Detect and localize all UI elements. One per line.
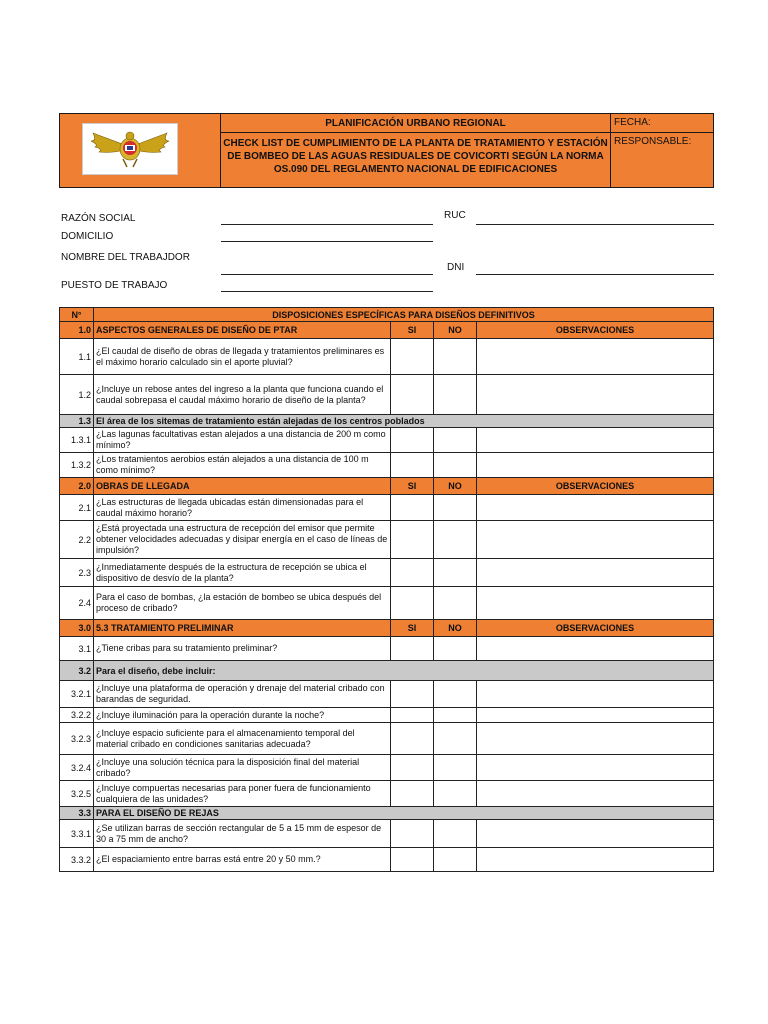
section-number: 1.0 [60, 322, 94, 339]
observaciones-cell[interactable] [477, 723, 714, 755]
no-cell[interactable] [434, 339, 477, 375]
ruc-label: RUC [444, 210, 466, 221]
observaciones-cell[interactable] [477, 495, 714, 521]
dni-input[interactable] [476, 274, 714, 275]
no-cell[interactable] [434, 428, 477, 453]
observaciones-cell[interactable] [477, 781, 714, 807]
si-cell[interactable] [391, 521, 434, 559]
table-row [60, 781, 714, 807]
checklist-table [59, 307, 714, 872]
observaciones-cell[interactable] [477, 848, 714, 872]
group-row [60, 415, 714, 428]
row-number: 3.2.5 [60, 781, 94, 807]
responsable-field[interactable]: RESPONSABLE: [611, 133, 714, 188]
section-label: 5.3 TRATAMIENTO PRELIMINAR [94, 620, 391, 637]
table-row [60, 521, 714, 559]
si-cell[interactable] [391, 781, 434, 807]
section-number: 3.0 [60, 620, 94, 637]
group-label: Para el diseño, debe incluir: [94, 661, 714, 681]
row-number: 3.2.4 [60, 755, 94, 781]
table-title-row [60, 308, 714, 322]
logo-cell [60, 114, 221, 188]
puesto-trabajo-input[interactable] [221, 291, 433, 292]
row-number: 1.3.1 [60, 428, 94, 453]
group-number: 1.3 [60, 415, 94, 428]
observaciones-header: OBSERVACIONES [477, 478, 714, 495]
table-row [60, 723, 714, 755]
table-row [60, 428, 714, 453]
group-number: 3.3 [60, 807, 94, 820]
si-cell[interactable] [391, 587, 434, 620]
si-cell[interactable] [391, 708, 434, 723]
no-cell[interactable] [434, 708, 477, 723]
no-cell[interactable] [434, 637, 477, 661]
row-number: 2.3 [60, 559, 94, 587]
no-cell[interactable] [434, 521, 477, 559]
section-row [60, 620, 714, 637]
row-number: 3.2.1 [60, 681, 94, 708]
col-n-header: N° [60, 308, 94, 322]
section-label: OBRAS DE LLEGADA [94, 478, 391, 495]
section-label: ASPECTOS GENERALES DE DISEÑO DE PTAR [94, 322, 391, 339]
table-row [60, 681, 714, 708]
row-number: 1.3.2 [60, 453, 94, 478]
table-row [60, 820, 714, 848]
no-cell[interactable] [434, 453, 477, 478]
group-label: El área de los sitemas de tratamiento están alejadas de los centros poblados [94, 415, 714, 428]
table-row [60, 453, 714, 478]
row-number: 1.1 [60, 339, 94, 375]
si-header: SI [391, 620, 434, 637]
no-cell[interactable] [434, 587, 477, 620]
nombre-trabajador-input[interactable] [221, 274, 433, 275]
row-number: 3.3.1 [60, 820, 94, 848]
row-question: Para el caso de bombas, ¿la estación de bombeo se ubica después del proceso de cribado? [94, 587, 391, 620]
table-row [60, 848, 714, 872]
observaciones-cell[interactable] [477, 339, 714, 375]
row-number: 2.2 [60, 521, 94, 559]
row-question: ¿Los tratamientos aerobios están alejados a una distancia de 100 m como mínimo? [94, 453, 391, 478]
si-cell[interactable] [391, 375, 434, 415]
row-question: ¿Incluye iluminación para la operación durante la noche? [94, 708, 391, 723]
observaciones-cell[interactable] [477, 375, 714, 415]
row-question: ¿Las lagunas facultativas estan alejados a una distancia de 200 m como mínimo? [94, 428, 391, 453]
table-row [60, 755, 714, 781]
si-cell[interactable] [391, 848, 434, 872]
si-cell[interactable] [391, 755, 434, 781]
form-header [59, 113, 714, 188]
observaciones-cell[interactable] [477, 559, 714, 587]
section-row [60, 322, 714, 339]
razon-social-label: RAZÓN SOCIAL [61, 213, 136, 224]
observaciones-cell[interactable] [477, 820, 714, 848]
group-row [60, 807, 714, 820]
row-number: 2.4 [60, 587, 94, 620]
observaciones-cell[interactable] [477, 681, 714, 708]
observaciones-cell[interactable] [477, 755, 714, 781]
domicilio-label: DOMICILIO [61, 231, 114, 242]
si-cell[interactable] [391, 453, 434, 478]
group-number: 3.2 [60, 661, 94, 681]
no-header: NO [434, 620, 477, 637]
row-question: ¿Incluye espacio suficiente para el almacenamiento temporal del material cribado en condiciones sanitarias adecuada? [94, 723, 391, 755]
group-label: PARA EL DISEÑO DE REJAS [94, 807, 714, 820]
row-question: ¿Inmediatamente después de la estructura de recepción se ubica el dispositivo de desvío de la planta? [94, 559, 391, 587]
table-title: DISPOSICIONES ESPECÍFICAS PARA DISEÑOS DEFINITIVOS [94, 308, 714, 322]
row-question: ¿El caudal de diseño de obras de llegada y tratamientos preliminares es el máximo horario calculado sin el aporte pluvial? [94, 339, 391, 375]
observaciones-cell[interactable] [477, 587, 714, 620]
no-cell[interactable] [434, 723, 477, 755]
table-row [60, 495, 714, 521]
si-cell[interactable] [391, 723, 434, 755]
domicilio-input[interactable] [221, 241, 433, 242]
no-cell[interactable] [434, 681, 477, 708]
no-cell[interactable] [434, 559, 477, 587]
dni-label: DNI [447, 262, 465, 273]
no-header: NO [434, 322, 477, 339]
section-row [60, 478, 714, 495]
no-cell[interactable] [434, 848, 477, 872]
row-question: ¿Está proyectada una estructura de recepción del emisor que permite obtener velocidades adecuadas y disipar energía en el caso de líneas de impulsión? [94, 521, 391, 559]
si-cell[interactable] [391, 681, 434, 708]
eagle-emblem-icon [82, 123, 178, 175]
ruc-input[interactable] [476, 224, 714, 225]
row-number: 3.3.2 [60, 848, 94, 872]
row-number: 3.2.3 [60, 723, 94, 755]
no-cell[interactable] [434, 495, 477, 521]
nombre-trabajador-label: NOMBRE DEL TRABAJDOR [61, 252, 190, 263]
row-number: 3.1 [60, 637, 94, 661]
puesto-trabajo-label: PUESTO DE TRABAJO [61, 280, 168, 291]
table-row [60, 637, 714, 661]
row-question: ¿Incluye un rebose antes del ingreso a la planta que funciona cuando el caudal sobrepasa el caudal máximo horario de diseño de la planta? [94, 375, 391, 415]
si-header: SI [391, 478, 434, 495]
row-question: ¿Las estructuras de llegada ubicadas están dimensionadas para el caudal máximo horario? [94, 495, 391, 521]
table-row [60, 339, 714, 375]
header-title: PLANIFICACIÓN URBANO REGIONAL [221, 114, 611, 133]
row-number: 3.2.2 [60, 708, 94, 723]
row-number: 2.1 [60, 495, 94, 521]
row-number: 1.2 [60, 375, 94, 415]
no-cell[interactable] [434, 375, 477, 415]
si-cell[interactable] [391, 820, 434, 848]
si-cell[interactable] [391, 637, 434, 661]
row-question: ¿Tiene cribas para su tratamiento preliminar? [94, 637, 391, 661]
row-question: ¿Se utilizan barras de sección rectangular de 5 a 15 mm de espesor de 30 a 75 mm de ancho? [94, 820, 391, 848]
si-cell[interactable] [391, 428, 434, 453]
observaciones-cell[interactable] [477, 428, 714, 453]
no-header: NO [434, 478, 477, 495]
row-question: ¿Incluye una solución técnica para la disposición final del material cribado? [94, 755, 391, 781]
row-question: ¿El espaciamiento entre barras está entre 20 y 50 mm.? [94, 848, 391, 872]
header-subtitle: CHECK LIST DE CUMPLIMIENTO DE LA PLANTA DE TRATAMIENTO Y ESTACIÓN DE BOMBEO DE LAS AGUAS RESIDUALES DE COVICORTI SEGÚN LA NORMA OS.090 DEL REGLAMENTO NACIONAL DE EDIFICACIONES [221, 133, 611, 188]
group-row [60, 661, 714, 681]
row-question: ¿Incluye una plataforma de operación y drenaje del material cribado con barandas de seguridad. [94, 681, 391, 708]
observaciones-header: OBSERVACIONES [477, 620, 714, 637]
table-row [60, 559, 714, 587]
si-cell[interactable] [391, 339, 434, 375]
si-cell[interactable] [391, 495, 434, 521]
fecha-field[interactable]: FECHA: [611, 114, 714, 133]
no-cell[interactable] [434, 755, 477, 781]
observaciones-cell[interactable] [477, 637, 714, 661]
table-row [60, 587, 714, 620]
section-number: 2.0 [60, 478, 94, 495]
si-cell[interactable] [391, 559, 434, 587]
si-header: SI [391, 322, 434, 339]
observaciones-cell[interactable] [477, 708, 714, 723]
observaciones-cell[interactable] [477, 521, 714, 559]
row-question: ¿Incluye compuertas necesarias para poner fuera de funcionamiento cualquiera de las unidades? [94, 781, 391, 807]
razon-social-input[interactable] [221, 224, 433, 225]
no-cell[interactable] [434, 820, 477, 848]
table-row [60, 375, 714, 415]
table-row [60, 708, 714, 723]
no-cell[interactable] [434, 781, 477, 807]
observaciones-header: OBSERVACIONES [477, 322, 714, 339]
observaciones-cell[interactable] [477, 453, 714, 478]
